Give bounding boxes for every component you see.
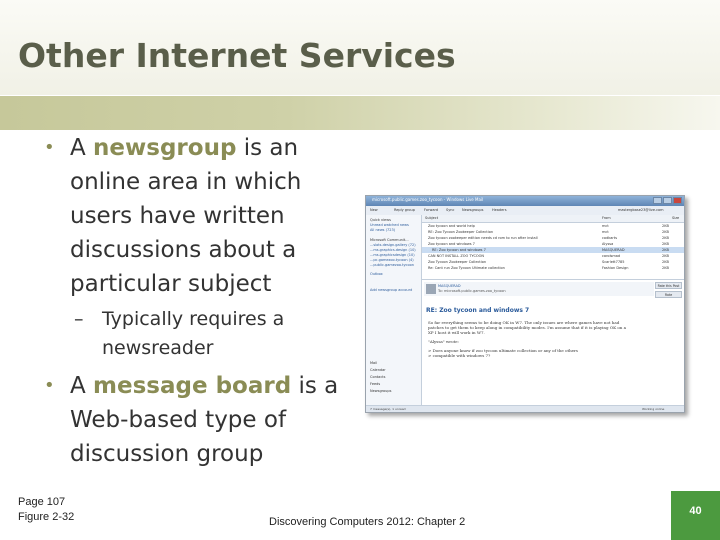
window-controls <box>653 197 682 204</box>
message-subject: Zoo tycoon and world help <box>428 224 475 228</box>
folder-item: Unread watched news <box>370 223 409 227</box>
message-subject: Re: Cant run Zoo Tycoon Ultimate collection <box>428 266 505 270</box>
message-from: MASQUERAD <box>602 248 625 252</box>
nav-contacts: Contacts <box>370 375 386 379</box>
message-list <box>422 215 685 279</box>
bullet-line: particular subject <box>70 271 272 297</box>
bullet-newsgroup <box>44 131 360 301</box>
message-subject: CAN NOT INSTALL ZOO TYCOON <box>428 254 485 258</box>
folder-item: ...slots.design.gallery (72) <box>370 243 416 247</box>
reader-paragraph: So far everything seems to be doing OK in W7. The only issues are where games have not had patches to get them to keep along in compatibility modes. I'm assume that if it is playing OK on a XP I host it will work in W7. <box>428 320 627 335</box>
bullet-dot: • <box>44 375 55 396</box>
folder-item: Quick views <box>370 218 391 222</box>
footer-references <box>18 495 74 525</box>
status-bar <box>366 405 684 412</box>
reader-paragraph: > Does anyone know if zoo tycoon ultimate collection or any of the others > compatible with windows 7? <box>428 348 578 358</box>
term-newsgroup: newsgroup <box>93 135 237 161</box>
bullet-message-board <box>44 369 360 471</box>
toolbar-forward: Forward <box>424 208 439 212</box>
folder-item: Outbox <box>370 272 383 276</box>
bullet-text: A <box>70 373 94 399</box>
reader-sender: MASQUERAD <box>438 284 461 288</box>
rate-button: Rate <box>655 291 682 298</box>
minimize-icon <box>653 197 662 204</box>
sub-bullet-dash: – <box>74 308 84 330</box>
column-from: From <box>602 216 611 220</box>
figure-reference: Figure 2-32 <box>18 511 75 523</box>
nav-feeds: Feeds <box>370 382 381 386</box>
footer-course-title: Discovering Computers 2012: Chapter 2 <box>269 516 466 528</box>
message-from: Alyssa <box>602 242 614 246</box>
bullet-dot: • <box>44 137 55 158</box>
bullet-line: users have written <box>70 203 285 229</box>
title-divider-bar <box>0 96 720 130</box>
message-list-header <box>422 215 685 223</box>
sub-bullet-line: newsreader <box>102 337 214 359</box>
bullet-line <box>70 131 360 165</box>
bullet-line: Web-based type of <box>70 407 287 433</box>
rate-post-button: Rate this Post <box>655 282 682 289</box>
message-subject: Zoo tycoon and windows 7 <box>428 242 475 246</box>
message-size: 2KB <box>662 254 669 258</box>
message-from: carolsmad <box>602 254 621 258</box>
message-from: Fashion Design <box>602 266 629 270</box>
sub-bullet-newsreader <box>74 305 352 363</box>
message-subject: RE: Zoo Tycoon Zookeeper Collection <box>428 230 494 234</box>
bullet-line: discussion group <box>70 441 264 467</box>
newsreader-screenshot-figure <box>365 195 685 413</box>
message-size: 2KB <box>662 260 669 264</box>
page-number-badge: 40 <box>671 491 720 540</box>
column-subject: Subject <box>425 216 439 220</box>
folder-item: Add newsgroup account <box>370 288 413 292</box>
folder-pane <box>366 215 422 413</box>
toolbar-sync: Sync <box>446 208 455 212</box>
nav-mail: Mail <box>370 361 378 365</box>
message-from: mct <box>602 230 609 234</box>
message-from: codkarts <box>602 236 618 240</box>
folder-item: ...pc.gamezoo.tycoon (4) <box>370 258 414 262</box>
message-from: mct <box>602 224 609 228</box>
message-row <box>422 265 685 271</box>
nav-calendar: Calendar <box>370 368 386 372</box>
toolbar-new: New <box>370 208 378 212</box>
close-icon <box>673 197 682 204</box>
toolbar-headers: Headers <box>492 208 507 212</box>
toolbar-reply-group: Reply group <box>394 208 415 212</box>
reader-subject: RE: Zoo tycoon and windows 7 <box>426 307 530 314</box>
bullet-line: online area in which <box>70 169 302 195</box>
sender-avatar <box>426 284 436 294</box>
message-size: 2KB <box>662 230 669 234</box>
toolbar-newsgroups: Newsgroups <box>462 208 484 212</box>
message-subject: Zoo tycoon zookeeper edition needs cd rom to run after install <box>428 236 538 240</box>
message-size: 2KB <box>662 266 669 270</box>
bullet-text: is a <box>291 373 339 399</box>
status-right: Working online <box>642 407 665 411</box>
reader-paragraph: "Alyssa" wrote: <box>428 339 459 344</box>
message-from: Scarlett7785 <box>602 260 625 264</box>
sub-bullet-line: Typically requires a <box>102 308 285 330</box>
term-message-board: message board <box>93 373 292 399</box>
message-size: 2KB <box>662 224 669 228</box>
reader-header <box>424 282 654 296</box>
reader-body <box>428 320 628 362</box>
message-subject: RE: Zoo tycoon and windows 7 <box>432 248 486 252</box>
folder-item: ...public.gamezoo.tycoon <box>370 263 414 267</box>
window-titlebar <box>366 196 684 206</box>
folder-item: ...ms.graphicsdesign (10) <box>370 253 415 257</box>
bullet-line <box>70 369 360 403</box>
slide-title: Other Internet Services <box>18 36 456 75</box>
window-title: microsoft.public.games.zoo_tycoon - Windows Live Mail <box>372 197 484 202</box>
status-left: 7 message(s), 1 unread <box>370 407 406 411</box>
message-size: 2KB <box>662 236 669 240</box>
bullet-text: A <box>70 135 94 161</box>
bullet-line: discussions about a <box>70 237 297 263</box>
page-reference: Page 107 <box>18 496 66 508</box>
toolbar-account: mastergbase23@live.com <box>618 208 664 212</box>
bullet-text: is an <box>236 135 299 161</box>
reader-to: To: microsoft.public.games.zoo_tycoon <box>438 289 506 293</box>
maximize-icon <box>663 197 672 204</box>
folder-item: Microsoft Communit... <box>370 238 409 242</box>
reading-pane <box>422 279 685 413</box>
message-size: 2KB <box>662 242 669 246</box>
message-size: 2KB <box>662 248 669 252</box>
folder-item: ...ms.graphics.design (10) <box>370 248 416 252</box>
folder-item: All news (723) <box>370 228 396 232</box>
nav-newsgroups: Newsgroups <box>370 389 392 393</box>
column-size: Size <box>672 216 680 220</box>
message-subject: Zoo Tycoon Zookeeper Collection <box>428 260 487 264</box>
